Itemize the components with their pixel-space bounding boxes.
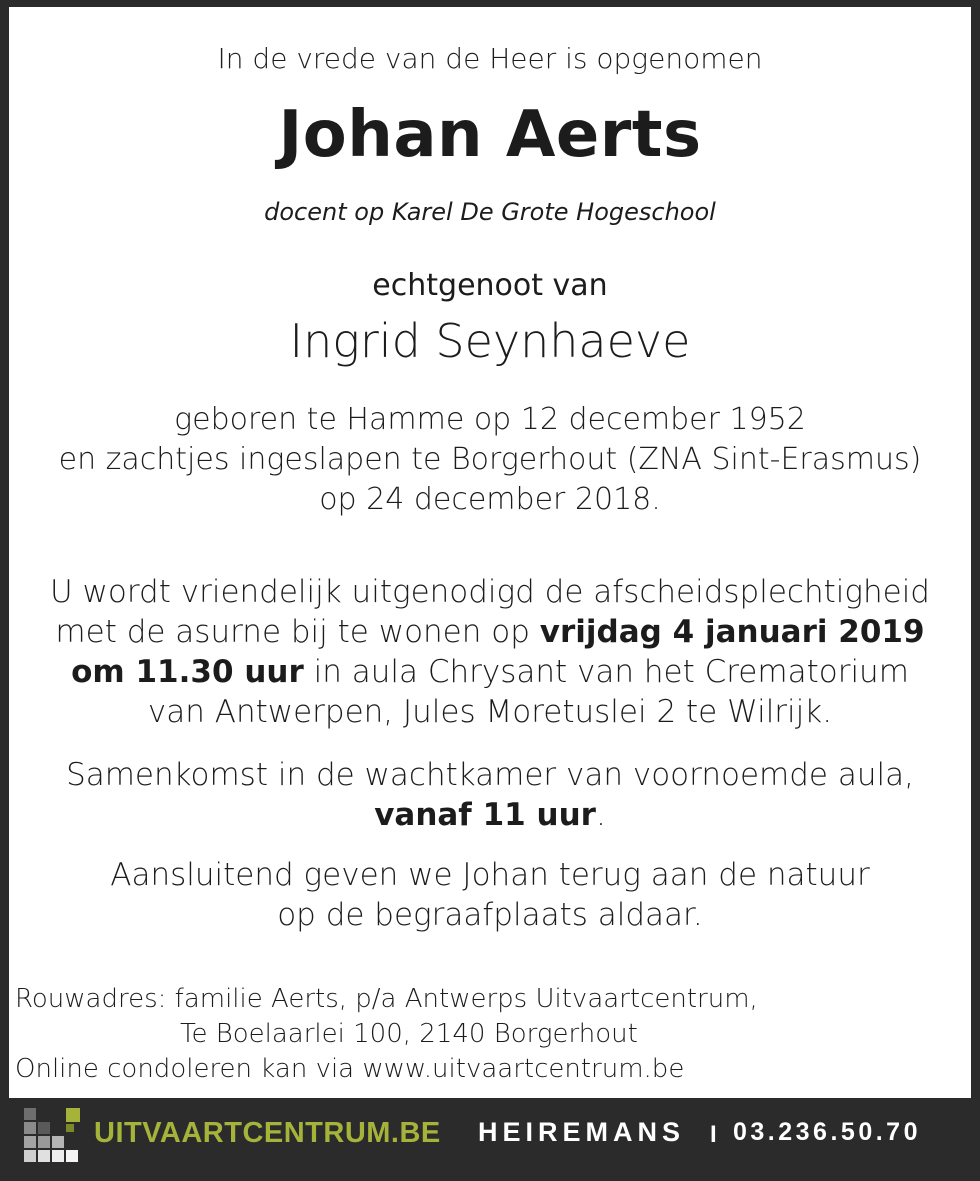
condolence-line: Online condoleren kan via www.uitvaartcentrum.be <box>15 1054 685 1084</box>
ceremony-date: vrijdag 4 januari 2019 <box>539 614 925 650</box>
invitation-block <box>0 572 980 732</box>
invite-line: U wordt vriendelijk uitgenodigd de afscheidsplechtigheid <box>49 574 930 610</box>
footer-bar <box>0 1098 980 1181</box>
gathering-block <box>0 755 980 835</box>
invite-text: met de asurne bij te wonen op <box>55 614 540 650</box>
gathering-period: . <box>595 797 606 833</box>
invite-line <box>0 612 980 652</box>
invite-line: van Antwerpen, Jules Moretuslei 2 te Wilrijk. <box>147 694 833 730</box>
deceased-role: docent op Karel De Grote Hogeschool <box>264 198 716 226</box>
deceased-name: Johan Aerts <box>278 98 702 172</box>
gathering-line: Samenkomst in de wachtkamer van voornoemde aula, <box>66 757 914 793</box>
gathering-time: vanaf 11 uur <box>374 797 596 833</box>
intro-text: In de vrede van de Heer is opgenomen <box>217 42 763 75</box>
gathering-line <box>0 795 980 835</box>
spouse-label: echtgenoot van <box>372 268 608 303</box>
squares-logo-icon <box>24 1108 80 1164</box>
invite-text: in aula Chrysant van het Crematorium <box>303 654 909 690</box>
bio-line: geboren te Hamme op 12 december 1952 <box>174 402 806 437</box>
mourning-address <box>15 982 758 1087</box>
address-line: Te Boelaarlei 100, 2140 Borgerhout <box>180 1019 638 1049</box>
spouse-name: Ingrid Seynhaeve <box>289 314 691 368</box>
bio-line: op 24 december 2018. <box>319 482 661 517</box>
address-line: Rouwadres: familie Aerts, p/a Antwerps Uitvaartcentrum, <box>15 984 758 1014</box>
invite-line <box>0 652 980 692</box>
bio-block <box>0 400 980 520</box>
burial-line: op de begraafplaats aldaar. <box>277 897 703 933</box>
brand-name: UITVAARTCENTRUM.BE <box>94 1117 441 1149</box>
burial-line: Aansluitend geven we Johan terug aan de natuur <box>110 857 870 893</box>
bio-line: en zachtjes ingeslapen te Borgerhout (ZNA Sint-Erasmus) <box>58 442 922 477</box>
phone-number: 03.236.50.70 <box>733 1118 921 1146</box>
burial-block <box>0 855 980 935</box>
company-name: HEIREMANS <box>478 1117 686 1147</box>
ceremony-time: om 11.30 uur <box>71 654 304 690</box>
footer-separator: I <box>710 1121 717 1148</box>
